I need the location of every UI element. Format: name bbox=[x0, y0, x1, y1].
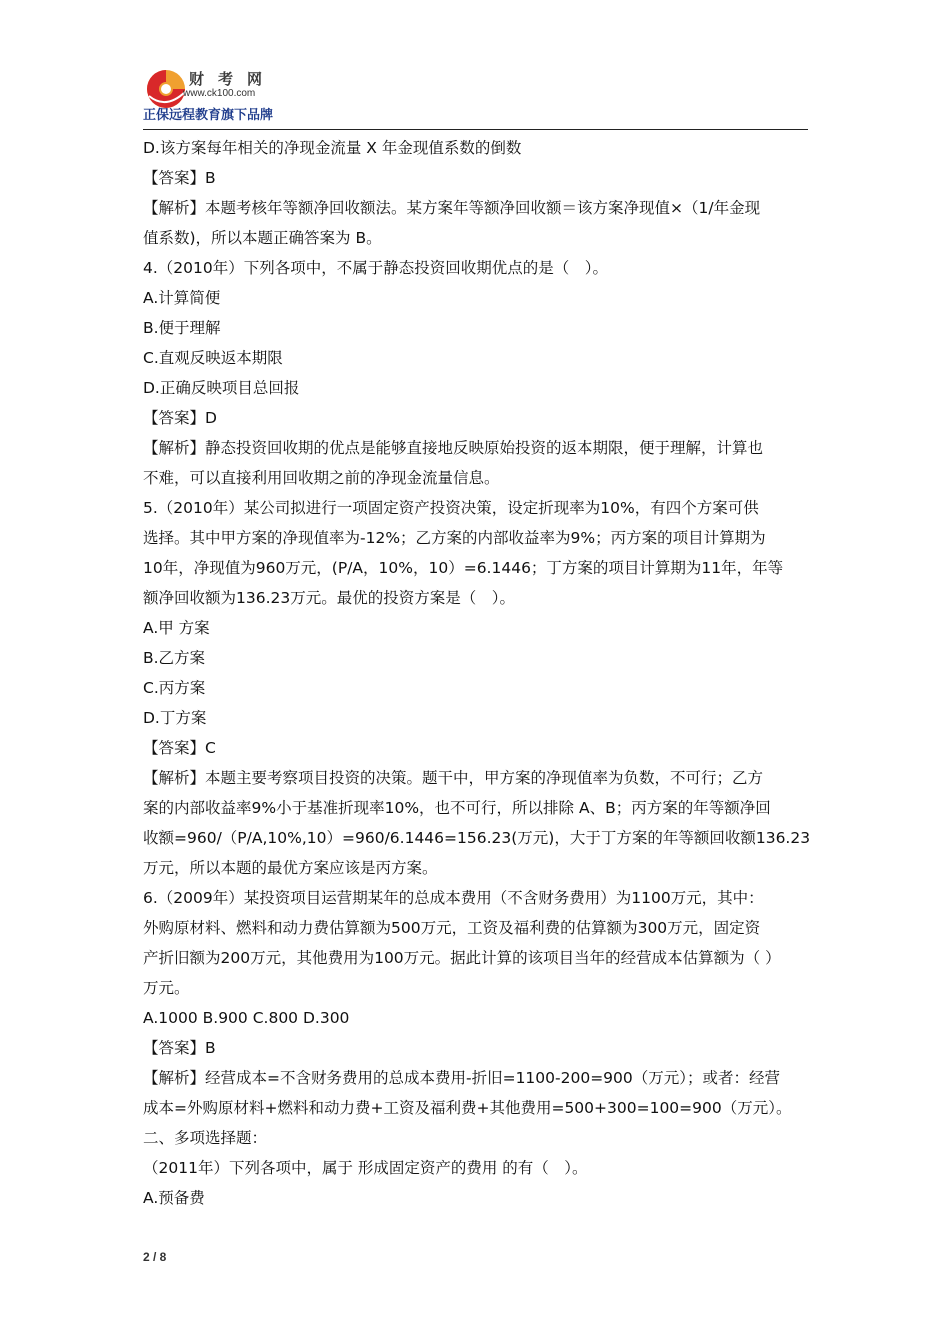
page-number: 2 / 8 bbox=[143, 1250, 167, 1264]
text-line: 【解析】本题主要考察项目投资的决策。题干中，甲方案的净现值率为负数，不可行；乙方 bbox=[143, 769, 764, 787]
text-line: A.计算简便 bbox=[143, 289, 221, 307]
text-line: D.丁方案 bbox=[143, 709, 207, 727]
text-line: 万元，所以本题的最优方案应该是丙方案。 bbox=[143, 859, 438, 877]
logo bbox=[143, 62, 303, 124]
text-line: 不难，可以直接利用回收期之前的净现金流量信息。 bbox=[143, 469, 500, 487]
text-line: 【答案】B bbox=[143, 1039, 216, 1057]
text-line: 外购原材料、燃料和动力费估算额为500万元，工资及福利费的估算额为300万元，固定资 bbox=[143, 919, 761, 937]
text-line: C.丙方案 bbox=[143, 679, 206, 697]
text-line: 二、多项选择题： bbox=[143, 1129, 268, 1147]
logo-tagline: 正保远程教育旗下品牌 bbox=[143, 108, 274, 123]
text-line: 收额=960/（P/A,10%,10）=960/6.1446=156.23(万元)，大于丁方案的年等额回收额136.23 bbox=[143, 829, 811, 847]
text-line: C.直观反映返本期限 bbox=[143, 349, 283, 367]
text-line: A.1000 B.900 C.800 D.300 bbox=[143, 1009, 350, 1027]
text-line: （2011年）下列各项中，属于 形成固定资产的费用 的有（ ）。 bbox=[143, 1159, 588, 1177]
text-line: 产折旧额为200万元，其他费用为100万元。据此计算的该项目当年的经营成本估算额为（ ） bbox=[143, 949, 781, 967]
text-line: 10年，净现值为960万元，(P/A，10%，10）=6.1446；丁方案的项目计算期为11年，年等 bbox=[143, 559, 784, 577]
logo-name: 财考网 bbox=[189, 70, 277, 88]
text-line: 【答案】B bbox=[143, 169, 216, 187]
text-line: 万元。 bbox=[143, 979, 190, 997]
text-line: 6.（2009年）某投资项目运营期某年的总成本费用（不含财务费用）为1100万元，其中： bbox=[143, 889, 764, 907]
text-line: 5.（2010年）某公司拟进行一项固定资产投资决策，设定折现率为10%，有四个方案可供 bbox=[143, 499, 759, 517]
text-line: D.正确反映项目总回报 bbox=[143, 379, 300, 397]
text-line: 【解析】本题考核年等额净回收额法。某方案年等额净回收额＝该方案净现值×（1/年金现 bbox=[143, 199, 761, 217]
logo-url: www.ck100.com bbox=[183, 88, 256, 99]
text-line: 【答案】D bbox=[143, 409, 217, 427]
text-line: A.预备费 bbox=[143, 1189, 205, 1207]
text-line: 额净回收额为136.23万元。最优的投资方案是（ ）。 bbox=[143, 589, 515, 607]
document-body bbox=[143, 133, 811, 1213]
header-divider bbox=[143, 129, 808, 130]
text-line: 案的内部收益率9%小于基准折现率10%，也不可行，所以排除 A、B；丙方案的年等额净回 bbox=[143, 799, 771, 817]
text-line: 【解析】经营成本=不含财务费用的总成本费用-折旧=1100-200=900（万元）；或者：经营 bbox=[143, 1069, 781, 1087]
text-line: B.便于理解 bbox=[143, 319, 221, 337]
text-line: 值系数)，所以本题正确答案为 B。 bbox=[143, 229, 382, 247]
text-line: B.乙方案 bbox=[143, 649, 206, 667]
text-line: 【解析】静态投资回收期的优点是能够直接地反映原始投资的返本期限，便于理解，计算也 bbox=[143, 439, 764, 457]
text-line: 选择。其中甲方案的净现值率为-12%；乙方案的内部收益率为9%；丙方案的项目计算期为 bbox=[143, 529, 766, 547]
text-line: 4.（2010年）下列各项中，不属于静态投资回收期优点的是（ ）。 bbox=[143, 259, 608, 277]
text-line: A.甲 方案 bbox=[143, 619, 210, 637]
text-line: 【答案】C bbox=[143, 739, 216, 757]
text-line: D.该方案每年相关的净现金流量 X 年金现值系数的倒数 bbox=[143, 139, 522, 157]
text-line: 成本=外购原材料+燃料和动力费+工资及福利费+其他费用=500+300=100=900（万元）。 bbox=[143, 1099, 792, 1117]
